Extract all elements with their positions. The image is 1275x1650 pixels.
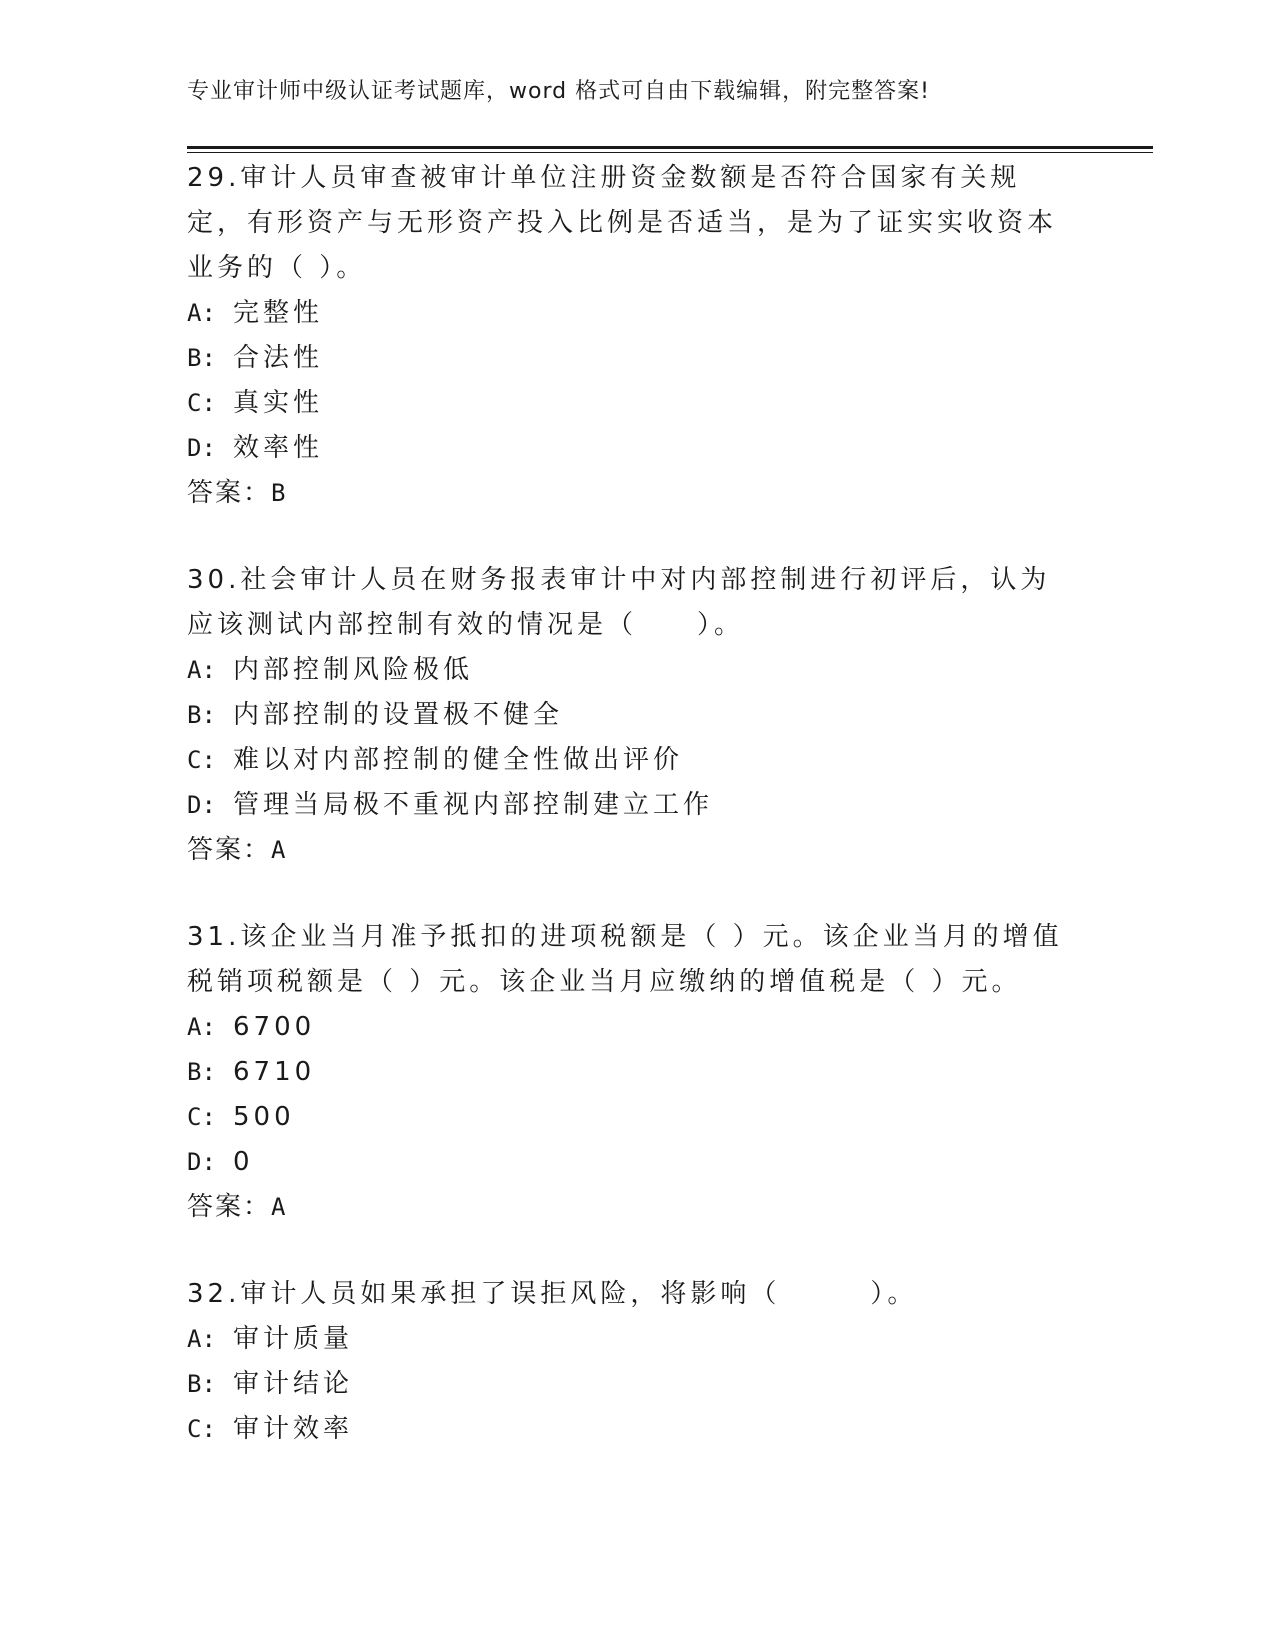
option-a: [187, 1317, 1067, 1362]
option-text: 内部控制的设置极不健全: [233, 700, 564, 730]
option-b: [187, 693, 1067, 738]
option-b: [187, 1362, 1067, 1407]
question-list: [187, 156, 1067, 1494]
option-text: 合法性: [233, 343, 324, 373]
option-text: 真实性: [233, 388, 324, 418]
page-header: 专业审计师中级认证考试题库，word 格式可自由下载编辑，附完整答案!: [187, 79, 930, 104]
answer-label: 答案：: [187, 835, 272, 865]
option-a: [187, 648, 1067, 693]
option-c: [187, 1095, 1067, 1140]
option-text: 6700: [233, 1012, 316, 1042]
option-d: [187, 426, 1067, 471]
option-a: [187, 291, 1067, 336]
header-rule-thin: [187, 152, 1153, 153]
option-text: 完整性: [233, 298, 324, 328]
answer-line: [187, 471, 1067, 516]
question-29: [187, 156, 1067, 516]
option-b: [187, 336, 1067, 381]
option-key: D:: [187, 1148, 216, 1176]
option-b: [187, 1050, 1067, 1095]
option-d: [187, 783, 1067, 828]
question-text: 31.该企业当月准予抵扣的进项税额是（ ）元。该企业当月的增值税销项税额是（ ）元。该企业当月应缴纳的增值税是（ ）元。: [187, 922, 1063, 997]
option-text: 500: [233, 1102, 295, 1132]
option-text: 6710: [233, 1057, 316, 1087]
option-c: [187, 1407, 1067, 1452]
option-key: C:: [187, 389, 216, 417]
answer-line: [187, 828, 1067, 873]
option-key: D:: [187, 434, 216, 462]
question-text: 29.审计人员审查被审计单位注册资金数额是否符合国家有关规定，有形资产与无形资产投入比例是否适当，是为了证实实收资本业务的（ ）。: [187, 163, 1058, 283]
option-c: [187, 738, 1067, 783]
answer-line: [187, 1185, 1067, 1230]
option-key: C:: [187, 1103, 216, 1131]
option-key: B:: [187, 1370, 216, 1398]
option-key: A:: [187, 656, 216, 684]
question-30: [187, 558, 1067, 873]
option-key: B:: [187, 1058, 216, 1086]
answer-label: 答案：: [187, 1192, 272, 1222]
question-text: 30.社会审计人员在财务报表审计中对内部控制进行初评后，认为应该测试内部控制有效的情况是（ ）。: [187, 565, 1051, 640]
option-text: 审计效率: [233, 1414, 354, 1444]
answer-value: B: [271, 479, 286, 507]
option-text: 效率性: [233, 433, 324, 463]
option-key: A:: [187, 299, 216, 327]
header-rule-thick: [187, 146, 1153, 149]
option-a: [187, 1005, 1067, 1050]
option-key: A:: [187, 1325, 216, 1353]
option-key: C:: [187, 746, 216, 774]
option-key: A:: [187, 1013, 216, 1041]
option-text: 审计结论: [233, 1369, 354, 1399]
option-d: [187, 1140, 1067, 1185]
question-32: [187, 1272, 1067, 1452]
option-text: 管理当局极不重视内部控制建立工作: [233, 790, 714, 820]
question-text: 32.审计人员如果承担了误拒风险，将影响（ ）。: [187, 1279, 918, 1309]
option-text: 内部控制风险极低: [233, 655, 474, 685]
option-c: [187, 381, 1067, 426]
answer-value: A: [271, 836, 286, 864]
answer-value: A: [271, 1193, 286, 1221]
answer-label: 答案：: [187, 478, 272, 508]
option-text: 0: [233, 1147, 254, 1177]
option-text: 难以对内部控制的健全性做出评价: [233, 745, 684, 775]
option-text: 审计质量: [233, 1324, 354, 1354]
option-key: C:: [187, 1415, 216, 1443]
option-key: D:: [187, 791, 216, 819]
option-key: B:: [187, 701, 216, 729]
question-31: [187, 915, 1067, 1230]
option-key: B:: [187, 344, 216, 372]
